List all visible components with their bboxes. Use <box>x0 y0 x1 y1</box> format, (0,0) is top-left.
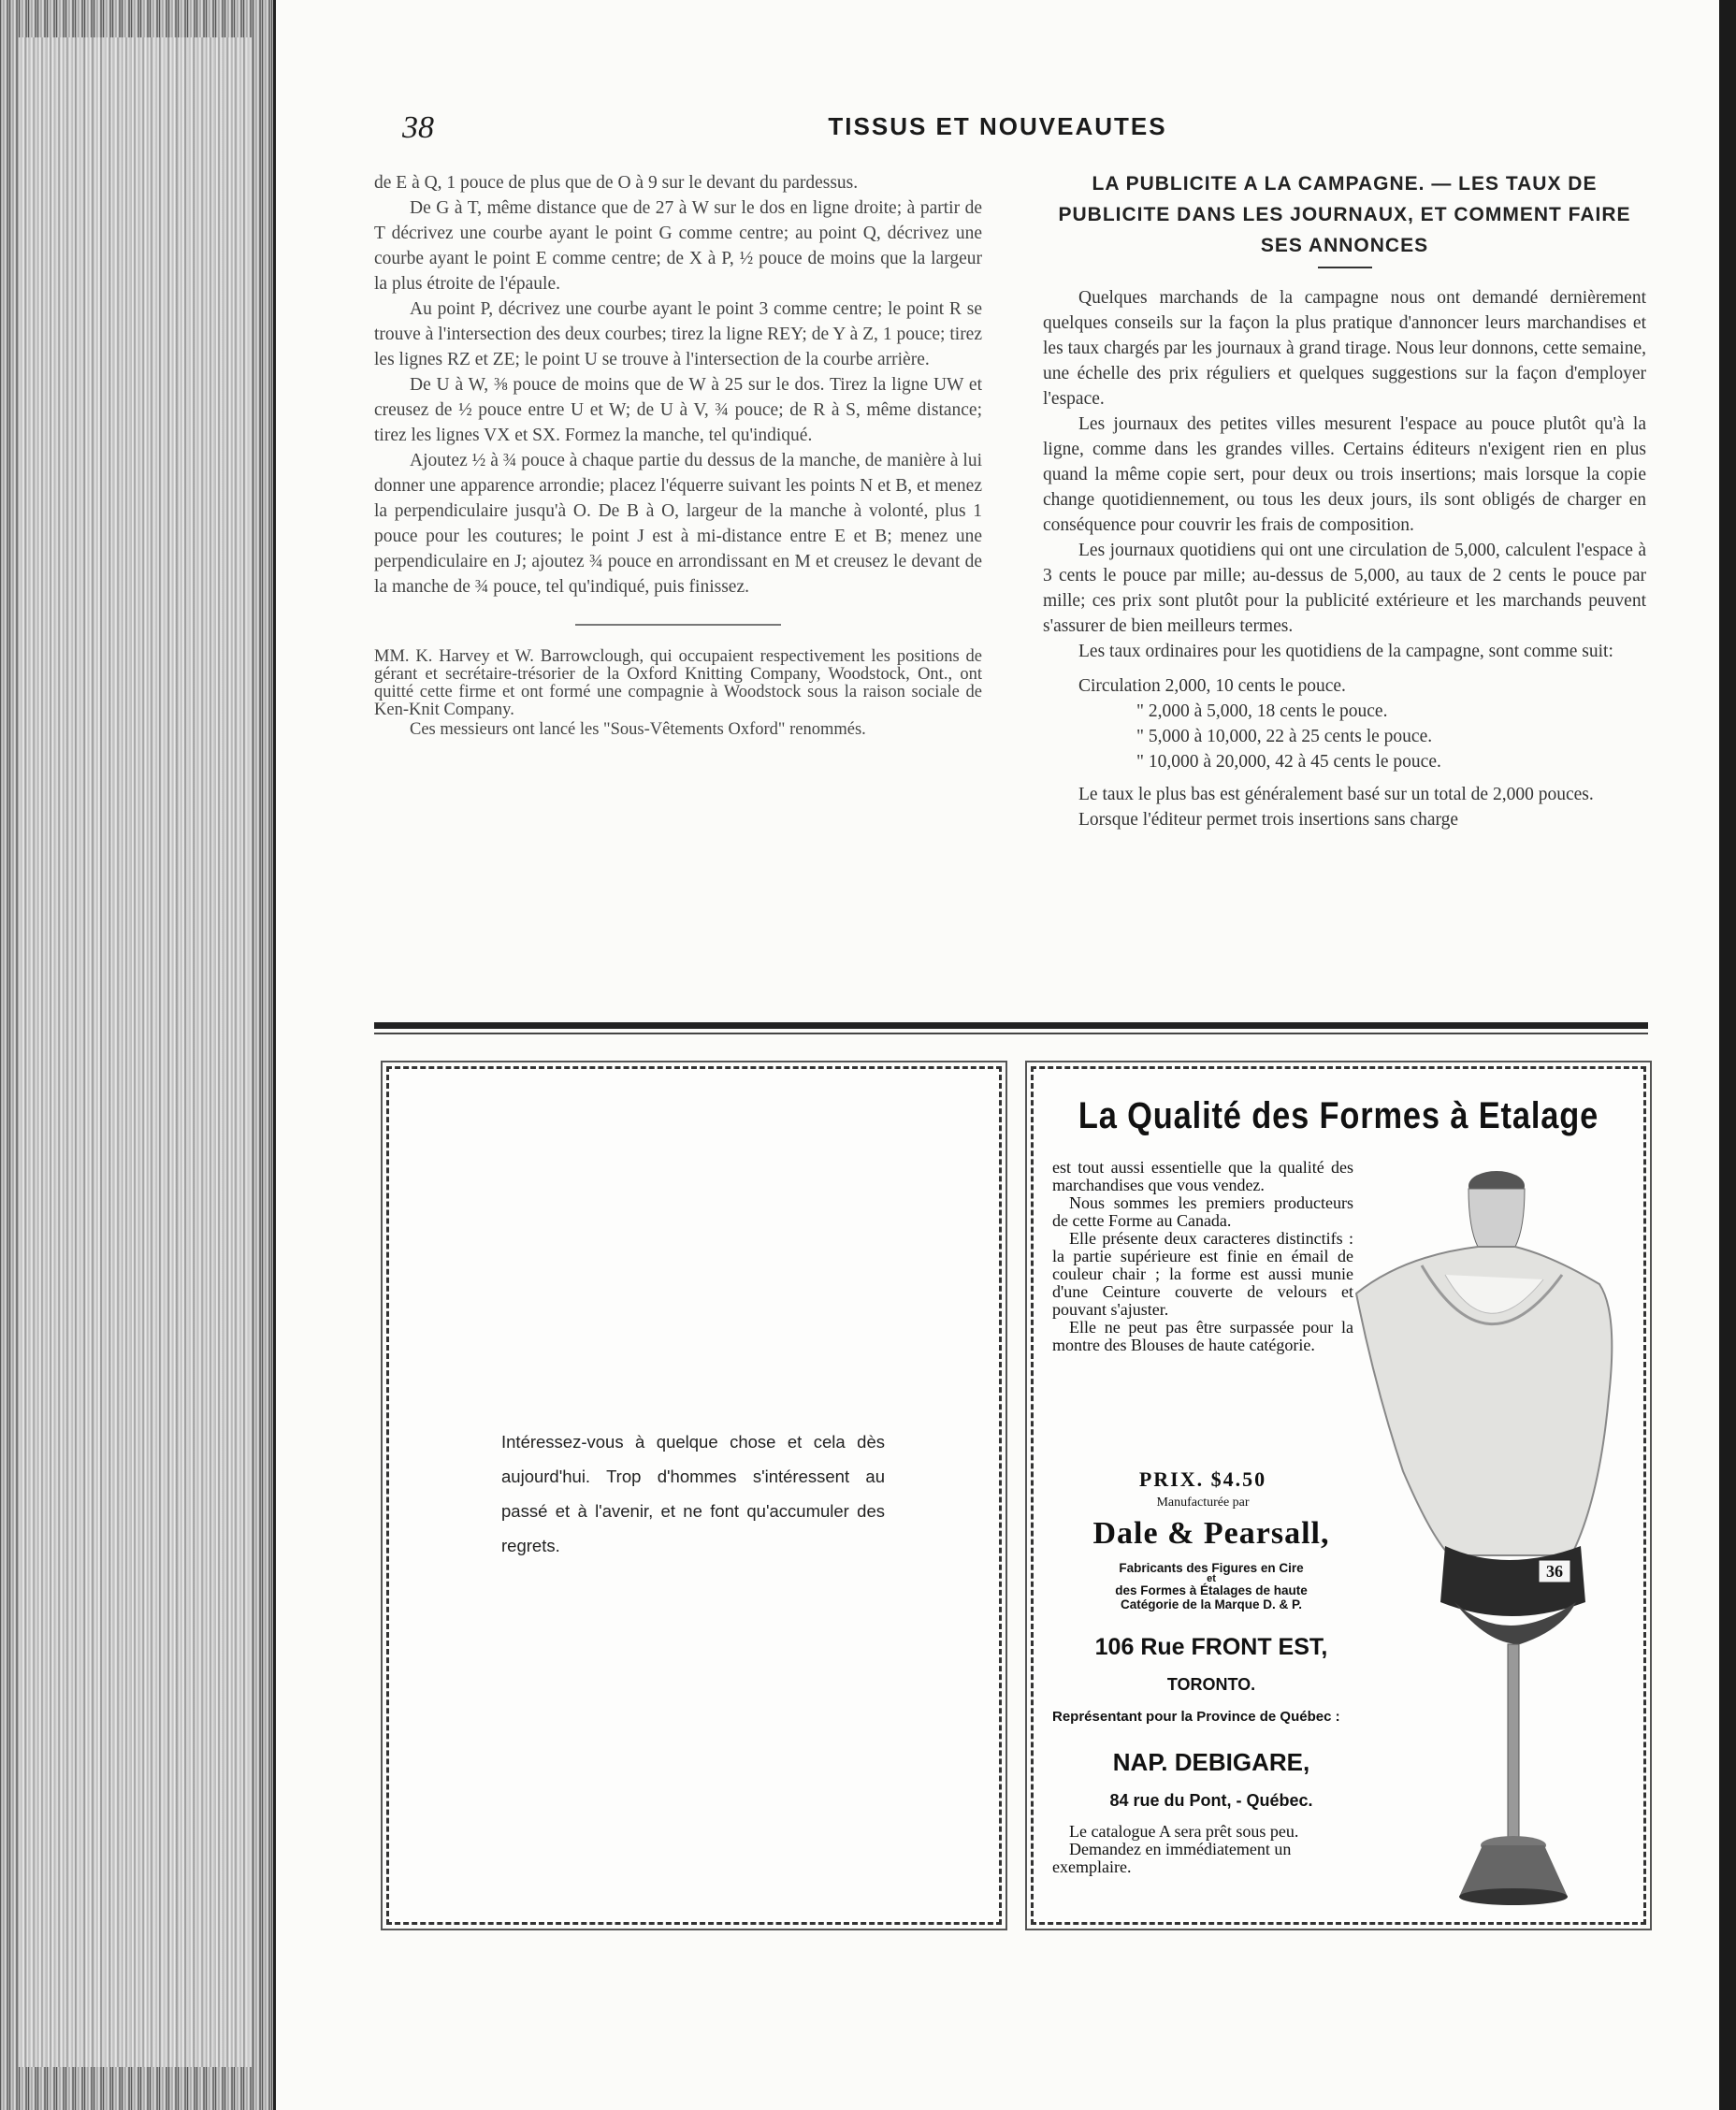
ad-title: La Qualité des Formes à Etalage <box>1078 1095 1599 1136</box>
ad-address: 106 Rue FRONT EST, <box>1094 1634 1328 1660</box>
paragraph: Le taux le plus bas est généralement basé sur un total de 2,000 pouces. <box>1078 785 1594 804</box>
ad-paragraph: Nous sommes les premiers producteurs de cette Forme au Canada. <box>1052 1193 1353 1230</box>
notice-paragraph: MM. K. Harvey et W. Barrowclough, qui occupaient respectivement les positions de gérant et secrétaire-trésorier de la Oxford Knitting Company, Woodstock, Ont., ont quitté cette firme et ont formé une compagnie à Woodstock sous la raison sociale de Ken-Knit Company. <box>374 647 982 719</box>
paragraph: Quelques marchands de la campagne nous ont demandé dernièrement quelques conseils sur la façon la plus pratique d'annoncer leurs marchandises et les taux chargés par les journaux à grand tirage. Nous leur donnons, cette semaine, une échelle des prix réguliers et quelques suggestions sur la façon d'employer l'espace. <box>1043 288 1646 409</box>
paragraph: Ajoutez ½ à ¾ pouce à chaque partie du dessus de la manche, de manière à lui donner une apparence arrondie; placez l'équerre suivant les points N et B, et menez la perpendiculaire jusqu'à O. De B à O, largeur de la manche à volonté, plus 1 pouce pour les coutures; le point J est à mi-distance entre E et B; menez une perpendiculaire en J; ajoutez ¾ pouce en arrondissant en M et creusez le devant de la manche de ¾ pouce, tel qu'indiqué, puis finissez. <box>374 451 982 597</box>
ad-paragraph: est tout aussi essentielle que la qualité des marchandises que vous vendez. <box>1052 1158 1353 1194</box>
paragraph: Les journaux quotidiens qui ont une circulation de 5,000, calculent l'espace à 3 cents le pouce par mille; au-dessus de 5,000, au taux de 2 cents le pouce par mille; ces prix sont plutôt pour la publicité extérieure et les marchands peuvent s'assurer de bien meilleurs termes. <box>1043 541 1646 636</box>
catalog-line: Demandez en immédiatement un exemplaire. <box>1052 1840 1292 1876</box>
article-title: LA PUBLICITE A LA CAMPAGNE. — LES TAUX DE PUBLICITE DANS LES JOURNAUX, ET COMMENT FAIRE SES ANNONCES <box>1058 173 1631 256</box>
ad-representative: Représentant pour la Province de Québec : <box>1052 1709 1340 1725</box>
rate-row: " 5,000 à 10,000, 22 à 25 cents le pouce. <box>1136 727 1433 746</box>
running-title: TISSUS ET NOUVEAUTES <box>828 112 1167 140</box>
size-tag-label: 36 <box>1546 1562 1563 1581</box>
ad-firm-description <box>1052 1561 1370 1611</box>
rate-row: Circulation 2,000, 10 cents le pouce. <box>1078 676 1346 696</box>
mannequin-illustration <box>1347 1163 1628 1911</box>
ad-manufactured-by: Manufacturée par <box>1156 1496 1250 1510</box>
ad-paragraph: Elle ne peut pas être surpassée pour la montre des Blouses de haute catégorie. <box>1052 1318 1353 1354</box>
paragraph: De U à W, ⅜ pouce de moins que de W à 25 sur le dos. Tirez la ligne UW et creusez de ½ pouce entre U et W; de U à V, ¾ pouce; de R à S, même distance; tirez les lignes VX et SX. Formez la manche, tel qu'indiqué. <box>374 375 982 445</box>
page-stack <box>19 37 253 2067</box>
firm-desc-line: des Formes à Étalages de haute <box>1115 1583 1308 1597</box>
title-rule <box>1318 267 1372 268</box>
ad-body <box>1052 1159 1353 1354</box>
page-number: 38 <box>402 110 434 145</box>
page-header <box>276 103 1719 150</box>
rates-table <box>1043 673 1646 774</box>
firm-desc-line: Fabricants des Figures en Cire <box>1119 1561 1304 1575</box>
magazine-page <box>276 0 1719 2110</box>
notice-paragraph: Ces messieurs ont lancé les "Sous-Vêtements Oxford" renommés. <box>410 720 866 739</box>
right-column <box>1043 168 1646 832</box>
ad-agent-address: 84 rue du Pont, - Québec. <box>1109 1791 1313 1810</box>
paragraph: De G à T, même distance que de 27 à W sur le dos en ligne droite; à partir de T décrivez une courbe ayant le point G comme centre; au point Q, décrivez une courbe ayant le point E comme centre; de X à P, ½ pouce de moins que la largeur la plus étroite de l'épaule. <box>374 198 982 294</box>
ad-catalog-note <box>1052 1823 1353 1876</box>
page-edge-shadow <box>1719 0 1736 2110</box>
rate-row: " 2,000 à 5,000, 18 cents le pouce. <box>1136 701 1388 721</box>
section-rule-thin <box>374 1033 1648 1034</box>
ad-paragraph: Elle présente deux caracteres distinctifs : la partie supérieure est finie en émail de couleur chair ; la forme est aussi munie d'une Ceinture couverte de velours et pouvant s'ajuster. <box>1052 1229 1353 1319</box>
firm-desc-line: et <box>1207 1573 1216 1584</box>
book-spine-edges <box>0 0 276 2110</box>
ad-price: PRIX. $4.50 <box>1138 1467 1267 1491</box>
paragraph: Au point P, décrivez une courbe ayant le point 3 comme centre; le point R se trouve à l'intersection des deux courbes; tirez la ligne REY; de Y à Z, 1 pouce; tirez les lignes RZ et ZE; le point U se trouve à l'intersection de la courbe arrière. <box>374 299 982 369</box>
section-rule <box>374 1022 1648 1029</box>
firm-desc-line: Catégorie de la Marque D. & P. <box>1120 1597 1303 1611</box>
paragraph: Lorsque l'éditeur permet trois insertions sans charge <box>1078 810 1459 830</box>
paragraph: Les taux ordinaires pour les quotidiens de la campagne, sont comme suit: <box>1078 642 1613 661</box>
company-notice <box>374 648 982 739</box>
ad-city: TORONTO. <box>1166 1675 1256 1694</box>
advertisement <box>1031 1066 1646 1925</box>
quote-text: Intéressez-vous à quelque chose et cela dès aujourd'hui. Trop d'hommes s'intéressent au passé et à l'avenir, et ne font qu'accumuler des regrets. <box>501 1432 885 1555</box>
left-column <box>374 170 982 739</box>
catalog-line: Le catalogue A sera prêt sous peu. <box>1069 1822 1299 1841</box>
quote-box <box>386 1066 1002 1925</box>
ad-agent-name: NAP. DEBIGARE, <box>1112 1748 1310 1776</box>
section-divider <box>575 624 781 626</box>
paragraph: Les journaux des petites villes mesurent l'espace au pouce plutôt qu'à la ligne, comme dans les grandes villes. Certains éditeurs n'exigent rien en plus quand la même copie sert, pour deux ou trois insertions; mais lorsque la copie change quotidiennement, ou tous les deux jours, ils sont obligés de charger en conséquence pour couvrir les frais de composition. <box>1043 414 1646 535</box>
rate-row: " 10,000 à 20,000, 42 à 45 cents le pouce. <box>1136 752 1441 772</box>
ad-firm-name: Dale & Pearsall, <box>1092 1516 1330 1551</box>
paragraph: de E à Q, 1 pouce de plus que de O à 9 sur le devant du pardessus. <box>374 173 859 193</box>
